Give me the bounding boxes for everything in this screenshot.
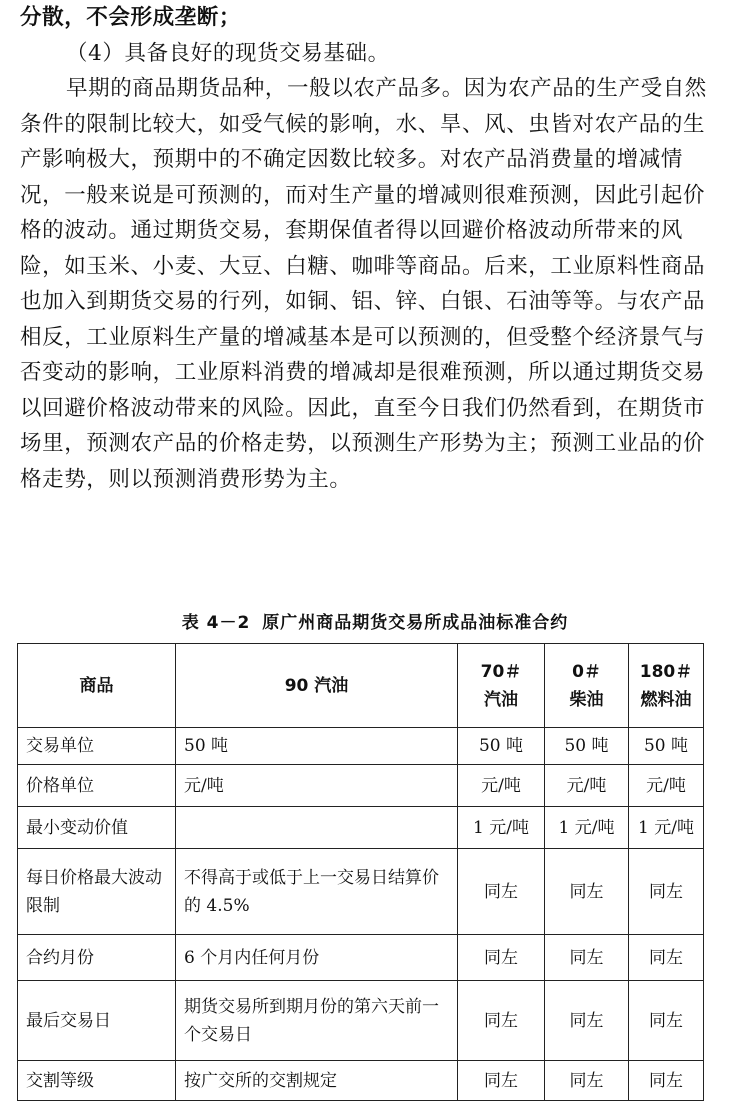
header-180-name: 燃料油 <box>640 689 692 710</box>
row-label: 价格单位 <box>18 765 176 807</box>
table-row <box>18 765 704 807</box>
cell-180: 同左 <box>629 849 704 935</box>
cell-0: 同左 <box>545 935 629 981</box>
cell-0: 1 元/吨 <box>545 807 629 849</box>
cell-90: 50 吨 <box>176 728 458 765</box>
cell-90: 期货交易所到期月份的第六天前一个交易日 <box>176 981 458 1061</box>
cell-70: 同左 <box>458 935 545 981</box>
paragraph-main: 早期的商品期货品种，一般以农产品多。因为农产品的生产受自然条件的限制比较大，如受气候的影响，水、旱、风、虫皆对农产品的生产影响极大，预期中的不确定因数比较多。对农产品消费量的增减情况，一般来说是可预测的，而对生产量的增减则很难预测，因此引起价格的波动。通过期货交易，套期保值者得以回避价格波动所带来的风险，如玉米、小麦、大豆、白糖、咖啡等商品。后来，工业原料性商品也加入到期货交易的行列，如铜、铝、锌、白银、石油等等。与农产品相反，工业原料生产量的增减基本是可以预测的，但受整个经济景气与否变动的影响，工业原料消费的增减却是很难预测，所以通过期货交易以回避价格波动带来的风险。因此，直至今日我们仍然看到，在期货市场里，预测农产品的价格走势，以预测生产形势为主；预测工业品的价格走势，则以预测消费形势为主。 <box>20 76 707 492</box>
list-item-4: （4）具备良好的现货交易基础。 <box>66 40 390 66</box>
cell-70: 1 元/吨 <box>458 807 545 849</box>
table-row <box>18 807 704 849</box>
cell-180: 同左 <box>629 1061 704 1101</box>
header-70-gasoline <box>458 644 545 728</box>
row-label: 交割等级 <box>18 1061 176 1101</box>
cell-90: 不得高于或低于上一交易日结算价的 4.5% <box>176 849 458 935</box>
row-label: 最小变动价值 <box>18 807 176 849</box>
cell-90: 6 个月内任何月份 <box>176 935 458 981</box>
cell-0: 同左 <box>545 981 629 1061</box>
header-70-grade: 70＃ <box>480 661 522 682</box>
table-title: 原广州商品期货交易所成品油标准合约 <box>262 613 569 633</box>
header-0-name: 柴油 <box>569 689 604 710</box>
table-caption <box>0 608 750 633</box>
header-180-fuel-oil <box>629 644 704 728</box>
header-commodity: 商品 <box>18 644 176 728</box>
cell-0: 50 吨 <box>545 728 629 765</box>
cell-90 <box>176 807 458 849</box>
cell-70: 同左 <box>458 981 545 1061</box>
header-0-grade: 0＃ <box>572 661 601 682</box>
table-header-row <box>18 644 704 728</box>
header-180-grade: 180＃ <box>639 661 693 682</box>
cell-180: 50 吨 <box>629 728 704 765</box>
header-90-gasoline: 90 汽油 <box>176 644 458 728</box>
header-70-name: 汽油 <box>484 689 518 710</box>
cell-180: 同左 <box>629 981 704 1061</box>
row-label: 每日价格最大波动限制 <box>18 849 176 935</box>
cell-90: 元/吨 <box>176 765 458 807</box>
text-line-continuation: 分散，不会形成垄断； <box>20 5 242 30</box>
cell-70: 同左 <box>458 849 545 935</box>
cell-0: 同左 <box>545 1061 629 1101</box>
table-row <box>18 1061 704 1101</box>
cell-0: 同左 <box>545 849 629 935</box>
row-label: 合约月份 <box>18 935 176 981</box>
cell-0: 元/吨 <box>545 765 629 807</box>
body-text <box>20 0 720 497</box>
cell-70: 50 吨 <box>458 728 545 765</box>
table-number: 表 4－2 <box>181 613 251 633</box>
header-0-diesel <box>545 644 629 728</box>
row-label: 交易单位 <box>18 728 176 765</box>
table-row <box>18 728 704 765</box>
cell-180: 元/吨 <box>629 765 704 807</box>
table-row <box>18 981 704 1061</box>
table-row <box>18 849 704 935</box>
cell-70: 元/吨 <box>458 765 545 807</box>
cell-180: 同左 <box>629 935 704 981</box>
table-row <box>18 935 704 981</box>
row-label: 最后交易日 <box>18 981 176 1061</box>
cell-90: 按广交所的交割规定 <box>176 1061 458 1101</box>
cell-180: 1 元/吨 <box>629 807 704 849</box>
contract-spec-table <box>17 643 704 1101</box>
cell-70: 同左 <box>458 1061 545 1101</box>
